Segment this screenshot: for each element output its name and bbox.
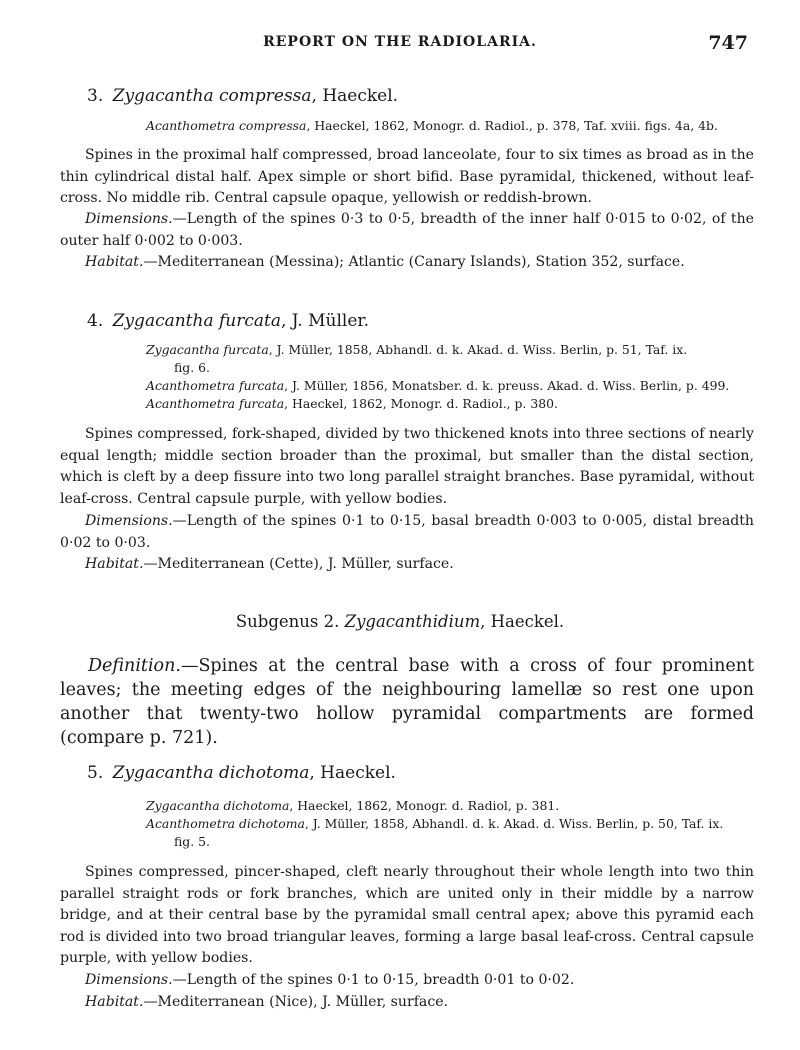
dimensions-label: Dimensions.: [85, 972, 173, 988]
dimensions-line: [60, 511, 754, 554]
synonym-entry: [146, 815, 754, 833]
synonym-reference: , J. Müller, 1858, Abhandl. d. k. Akad. d. Wiss. Berlin, p. 50, Taf. ix.: [304, 816, 724, 831]
species-measurements: [60, 970, 754, 1013]
species-heading: [87, 311, 755, 331]
synonymy: [146, 117, 754, 135]
synonym-reference: , Haeckel, 1862, Monogr. d. Radiol, p. 381.: [289, 798, 560, 813]
subgenus-definition: [60, 654, 754, 750]
species-description: Spines compressed, pincer-shaped, cleft nearly throughout their whole length into two thin parallel straight rods or fork branches, which are united only in their middle by a narrow bridge, and at their central base by the pyramidal small central apex; above this pyramid each rod is divided into two broad triangular leaves, forming a large basal leaf-cross. Central capsule purple, with yellow bodies.: [60, 864, 754, 966]
species-number: 4.: [87, 311, 104, 331]
synonym-reference: , Haeckel, 1862, Monogr. d. Radiol., p. 378, Taf. xviii. figs. 4a, 4b.: [306, 118, 718, 133]
synonym-taxon: Acanthometra compressa: [146, 118, 307, 133]
synonym-reference: , Haeckel, 1862, Monogr. d. Radiol., p. 380.: [284, 396, 558, 411]
species-measurements: [60, 209, 754, 274]
subgenus-prefix: Subgenus 2.: [235, 612, 340, 631]
species-author: , Haeckel.: [309, 763, 396, 783]
species-author: , J. Müller.: [281, 311, 370, 331]
synonym-entry: [146, 377, 754, 395]
species-number: 3.: [87, 86, 104, 106]
species-description: Spines compressed, fork-shaped, divided by two thickened knots into three sections of nearly equal length; middle section broader than the proximal, but smaller than the distal section, which is cleft by a deep fissure into two long parallel straight branches. Base pyramidal, without leaf-cross. Central capsule purple, with yellow bodies.: [60, 426, 754, 507]
dimensions-text: —Length of the spines 0·3 to 0·5, breadth of the inner half 0·015 to 0·02, of the outer half 0·002 to 0·003.: [60, 211, 754, 249]
habitat-text: —Mediterranean (Nice), J. Müller, surface.: [143, 993, 449, 1010]
synonym-taxon: Acanthometra dichotoma: [146, 816, 305, 831]
species-description: Spines in the proximal half compressed, broad lanceolate, four to six times as broad as in the thin cylindrical distal half. Apex simple or short bifid. Base pyramidal, thickened, without leaf-cross. No middle rib. Central capsule opaque, yellowish or reddish-brown.: [60, 147, 754, 206]
page-number: 747: [708, 32, 748, 54]
synonym-reference: , J. Müller, 1856, Monatsber. d. k. preuss. Akad. d. Wiss. Berlin, p. 499.: [284, 378, 730, 393]
synonym-entry: [146, 341, 754, 359]
habitat-label: Habitat.: [85, 254, 144, 270]
dimensions-line: [60, 209, 754, 252]
habitat-line: [60, 554, 754, 576]
dimensions-label: Dimensions.: [85, 513, 173, 529]
species-heading: [87, 86, 755, 106]
habitat-text: —Mediterranean (Messina); Atlantic (Canary Islands), Station 352, surface.: [143, 254, 685, 270]
species-heading: [87, 763, 755, 783]
subgenus-heading: [0, 612, 800, 631]
species-name: Zygacantha furcata: [112, 311, 281, 331]
synonym-continuation: fig. 5.: [174, 834, 210, 849]
habitat-line: [60, 252, 754, 274]
dimensions-label: Dimensions.: [85, 211, 173, 227]
synonym-taxon: Acanthometra furcata: [146, 396, 285, 411]
dimensions-text: —Length of the spines 0·1 to 0·15, breadth 0·01 to 0·02.: [172, 972, 575, 988]
synonym-taxon: Zygacantha dichotoma: [146, 798, 290, 813]
subgenus-name: Zygacanthidium: [344, 612, 481, 631]
habitat-text: —Mediterranean (Cette), J. Müller, surface.: [143, 556, 454, 572]
species-number: 5.: [87, 763, 104, 783]
dimensions-line: [60, 970, 754, 992]
dimensions-text: —Length of the spines 0·1 to 0·15, basal breadth 0·003 to 0·005, distal breadth 0·02 to 0·03.: [60, 513, 754, 551]
definition-label: Definition.: [88, 656, 181, 676]
habitat-label: Habitat.: [85, 556, 144, 572]
habitat-line: [60, 992, 754, 1014]
running-head-title: REPORT ON THE RADIOLARIA.: [263, 34, 537, 50]
synonymy: [146, 341, 754, 413]
species-name: Zygacantha compressa: [112, 86, 312, 106]
synonym-entry: [146, 395, 754, 413]
subgenus-author: , Haeckel.: [480, 612, 565, 631]
synonym-continuation: fig. 6.: [174, 360, 210, 375]
species-measurements: [60, 511, 754, 576]
synonym-entry: [146, 117, 754, 135]
species-name: Zygacantha dichotoma: [112, 763, 310, 783]
species-author: , Haeckel.: [311, 86, 399, 106]
synonym-entry: [146, 797, 754, 815]
running-head: [0, 32, 800, 56]
synonym-taxon: Acanthometra furcata: [146, 378, 285, 393]
synonym-taxon: Zygacantha furcata: [146, 342, 269, 357]
synonymy: [146, 797, 754, 851]
habitat-label: Habitat.: [85, 993, 144, 1010]
synonym-reference: , J. Müller, 1858, Abhandl. d. k. Akad. d. Wiss. Berlin, p. 51, Taf. ix.: [268, 342, 688, 357]
definition-text: —Spines at the central base with a cross of four prominent leaves; the meeting edges of the neighbouring lamellæ so rest one upon another that twenty-two hollow pyramidal compartments are formed (compare p. 721).: [60, 656, 754, 748]
